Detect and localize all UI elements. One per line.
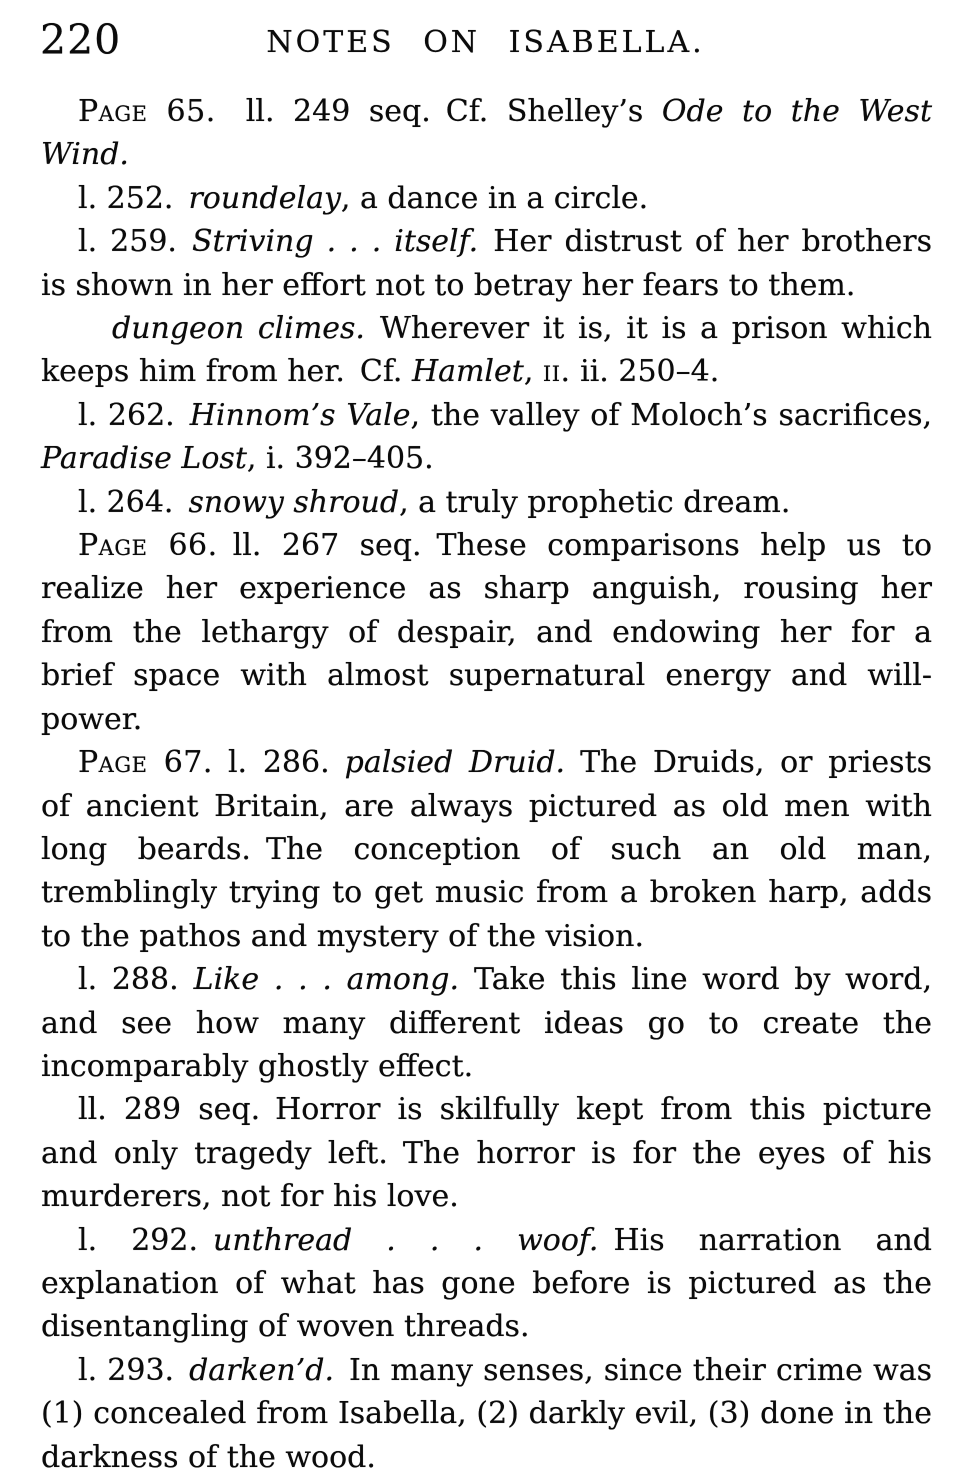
page-number: 220 (40, 16, 122, 64)
page-header (40, 16, 931, 68)
text-segment-normal: l. 286. (212, 745, 345, 781)
notes-body (41, 90, 932, 1479)
text-segment-italic: snowy shroud (188, 484, 400, 520)
text-segment-normal: l. 293. (78, 1352, 190, 1388)
text-segment-normal: His narration and explanation of what has gone before is pictured as the disentangling of woven threads. (41, 1222, 932, 1345)
note-l264 (41, 481, 932, 524)
text-segment-italic: Hamlet (411, 354, 524, 390)
text-segment-normal: ii. 250–4. (570, 354, 720, 390)
text-segment-italic: unthread . . . woof. (213, 1222, 599, 1258)
note-l288 (41, 958, 932, 1088)
note-page65-l249 (41, 90, 932, 177)
text-segment-normal: The Druids, or priests of ancient Britain, are always pictured as old men with long beards. The conception of such an old man, tremblingly trying to get music from a broken harp, adds to the pathos and mystery of the vision. (41, 745, 933, 954)
note-dungeon-climes (41, 307, 932, 394)
text-segment-italic: Paradise Lost (41, 441, 247, 477)
text-segment-normal: l. 252. (78, 180, 189, 216)
text-segment-smallcaps: Page 66. (78, 528, 218, 564)
text-segment-italic: dungeon climes. (112, 311, 365, 347)
text-segment-normal: In many senses, since their crime was (1) concealed from Isabella, (2) darkly evil, (3) done in the darkness of the wood. (41, 1352, 932, 1475)
note-l262 (41, 394, 932, 481)
text-segment-normal: , (523, 354, 543, 390)
running-header-title: NOTES ON ISABELLA. (266, 25, 705, 60)
note-l252 (41, 177, 932, 220)
text-segment-italic: Like . . . among. (193, 962, 460, 998)
text-segment-normal: l. 259. (78, 224, 192, 260)
text-segment-normal: , the valley of Moloch’s sacrifices, (410, 397, 932, 433)
note-page67-l286 (41, 741, 932, 958)
text-segment-italic: darken’d. (189, 1352, 335, 1388)
text-segment-normal: , a truly prophetic dream. (399, 484, 791, 520)
text-segment-smallcaps: Page 65. (78, 94, 216, 129)
text-segment-smallcaps: Page 67. (78, 745, 213, 781)
text-segment-normal: l. 292. (78, 1222, 213, 1258)
text-segment-smallcaps: ii. (542, 354, 571, 390)
text-segment-normal: l. 262. (78, 397, 190, 433)
text-segment-normal: Take this line word by word, and see how many different ideas go to create the incomparably ghostly effect. (41, 962, 932, 1084)
text-segment-normal: ll. 267 seq. These comparisons help us to realize her experience as sharp anguish, rousing her from the lethargy of despair, and endowing her for a brief space with almost supernatural energy and will-power. (41, 528, 933, 737)
note-l292 (41, 1219, 932, 1349)
text-segment-italic: roundelay (188, 180, 341, 216)
note-ll289 (41, 1088, 932, 1218)
text-segment-normal: ll. 289 seq. Horror is skilfully kept from this picture and only tragedy left. The horror is for the eyes of his murderers, not for his love. (41, 1092, 932, 1215)
text-segment-normal: , i. 392–405. (246, 441, 434, 477)
text-segment-normal: l. 288. (78, 962, 194, 998)
text-segment-italic: Striving . . . itself. (191, 224, 479, 260)
text-segment-normal: l. 264. (78, 484, 189, 520)
text-segment-italic: Ode to the West Wind. (41, 94, 932, 173)
text-segment-italic: Hinnom’s Vale (189, 397, 411, 433)
text-segment-normal: Wherever it is, it is a prison which keeps him from her. Cf. (41, 311, 932, 390)
text-segment-italic: palsied Druid. (344, 745, 566, 781)
text-segment-normal: , a dance in a circle. (340, 180, 649, 216)
text-segment-normal: Her distrust of her brothers is shown in her effort not to betray her fears to them. (41, 224, 932, 303)
note-l259 (41, 220, 932, 307)
note-l293 (41, 1349, 932, 1479)
note-page66-l267 (41, 524, 932, 741)
text-segment-normal: ll. 249 seq. Cf. Shelley’s (215, 94, 662, 129)
